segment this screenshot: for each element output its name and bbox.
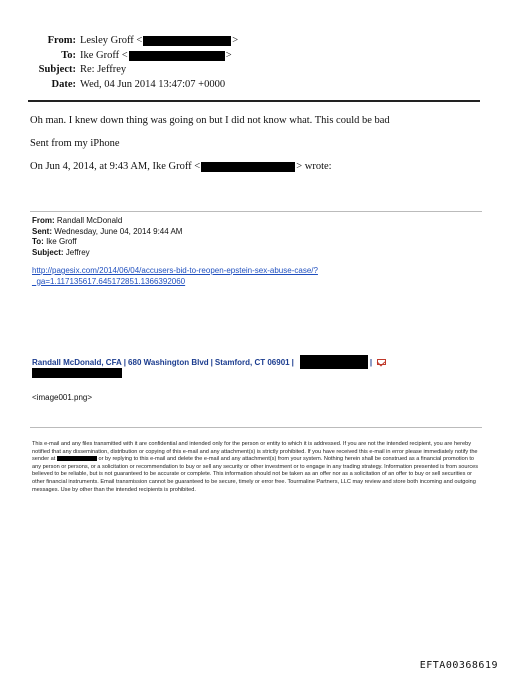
signature-separator: | xyxy=(210,357,213,367)
date-row xyxy=(0,78,512,93)
from-row xyxy=(0,34,512,49)
to-label: To: xyxy=(61,49,76,61)
signature-address: 680 Washington Blvd xyxy=(128,357,209,367)
signature-separator: | xyxy=(123,357,127,367)
header-divider xyxy=(28,100,480,102)
signature-name: Randall McDonald, CFA xyxy=(32,357,122,367)
to-close: > xyxy=(225,49,232,61)
article-link[interactable] xyxy=(32,266,318,287)
subject-label: Subject: xyxy=(38,64,76,75)
fwd-subject-value: Jeffrey xyxy=(65,247,90,257)
redaction-block xyxy=(129,51,225,61)
fwd-from-label: From: xyxy=(32,216,55,225)
signature-separator: | xyxy=(291,357,294,367)
date-value: Wed, 04 Jun 2014 13:47:07 +0000 xyxy=(80,78,226,90)
quote-attribution xyxy=(30,161,332,172)
fwd-to-label: To: xyxy=(32,237,44,246)
forward-divider xyxy=(30,211,482,212)
disclaimer-divider xyxy=(30,427,482,428)
fwd-from-value: Randall McDonald xyxy=(56,216,123,225)
to-row xyxy=(0,49,512,64)
body-line: Sent from my iPhone xyxy=(30,138,120,149)
attribution-post: > wrote: xyxy=(296,161,332,172)
link-line[interactable]: http://pagesix.com/2014/06/04/accusers-bid-to-reopen-epstein-sex-abuse-case/? xyxy=(32,266,318,275)
disclaimer xyxy=(32,441,482,494)
fwd-subject-label: Subject: xyxy=(32,247,64,257)
image-reference: <image001.png> xyxy=(32,393,93,402)
fwd-to-value: Ike Groff xyxy=(46,237,77,246)
redaction-block xyxy=(143,36,231,46)
redaction-block xyxy=(32,368,122,378)
to-value: Ike Groff < xyxy=(80,49,128,61)
subject-value: Re: Jeffrey xyxy=(80,64,127,75)
forwarded-header xyxy=(32,216,182,258)
from-value: Lesley Groff < xyxy=(80,35,143,46)
redaction-block xyxy=(201,162,295,172)
document-id: EFTA00368619 xyxy=(419,660,498,671)
from-close: > xyxy=(232,35,239,46)
signature-line xyxy=(32,355,386,369)
fwd-sent-value: Wednesday, June 04, 2014 9:44 AM xyxy=(54,226,183,236)
email-header xyxy=(0,34,512,92)
redaction-block xyxy=(300,355,368,369)
fwd-sent-label: Sent: xyxy=(32,226,52,236)
disclaimer-text: This e-mail and any files transmitted with it are confidential and intended only for the person or entity to which it is addressed. If you are not the intended recipient, you are hereby notified that any dissemination, distribution or copying of this e-mail and any attachment(s) is strictly prohibited. If you have received this e-mail in error please immediately notify the sender at xyxy=(32,441,478,463)
subject-row xyxy=(0,63,512,78)
date-label: Date: xyxy=(51,78,76,90)
signature-separator: | xyxy=(369,357,373,367)
redaction-block xyxy=(57,456,97,461)
mail-icon xyxy=(377,359,386,365)
from-label: From: xyxy=(47,35,76,46)
disclaimer-text: or by replying to this e-mail and delete the e-mail and any attachment(s) from your system. Nothing herein shall be construed as a financial promotion to any person or persons, or a solicitation or recommendation to buy or sell any security or other investment or to engage in any trading strategy. Information presented is from sources believed to be reliable, but is not guaranteed to be accurate or complete. This information should not be taken as an offer nor as a solicitation of an offer to buy or sell securities or other financial instruments. Email transmission cannot be guaranteed to be secure, timely or error free. Tourmaline Partners, LLC may review and store both incoming and outgoing messages. Use by other than the intended recipients is prohibited. xyxy=(32,456,479,493)
attribution-pre: On Jun 4, 2014, at 9:43 AM, Ike Groff < xyxy=(30,161,201,172)
body-line: Oh man. I knew down thing was going on but I did not know what. This could be bad xyxy=(30,115,390,126)
link-line[interactable]: _ga=1.117135617.645172851.1366392060 xyxy=(32,276,186,286)
signature-city: Stamford, CT 06901 xyxy=(214,357,290,367)
